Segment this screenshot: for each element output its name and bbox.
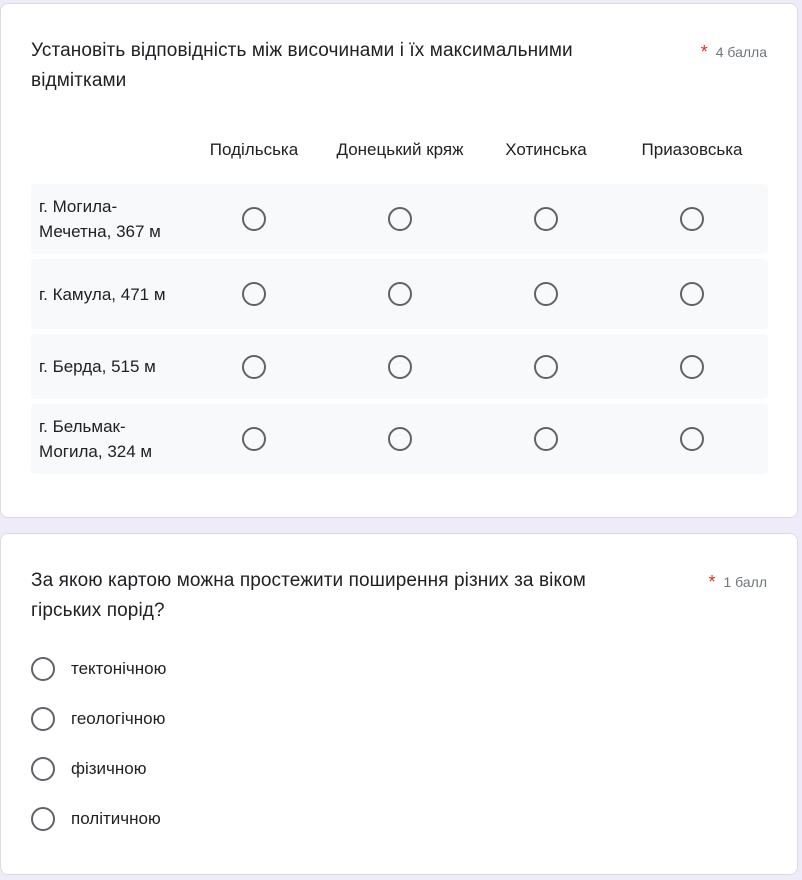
grid-radio-button[interactable] — [534, 282, 558, 306]
grid-radio-button[interactable] — [534, 207, 558, 231]
grid-header-row — [31, 119, 768, 179]
grid-radio-button[interactable] — [388, 427, 412, 451]
grid-radio-button[interactable] — [242, 207, 266, 231]
grid-radio-button[interactable] — [388, 355, 412, 379]
options-list — [31, 644, 166, 844]
required-star: * — [708, 572, 716, 592]
option-radio-button[interactable] — [31, 707, 55, 731]
option-label: тектонічною — [71, 659, 167, 678]
grid-radio-button[interactable] — [680, 427, 704, 451]
grid-row-label: г. Камула, 471 м — [39, 284, 166, 304]
option-radio-button[interactable] — [31, 657, 55, 681]
question-card-multiple-choice — [0, 533, 798, 875]
option-label: політичною — [71, 809, 161, 828]
grid-column-header: Хотинська — [505, 139, 587, 159]
option-label: фізичною — [71, 759, 147, 778]
option-item[interactable] — [31, 794, 166, 844]
grid-radio-button[interactable] — [680, 282, 704, 306]
grid-row-label: г. Берда, 515 м — [39, 357, 156, 376]
choice-grid — [31, 119, 768, 474]
grid-radio-button[interactable] — [534, 427, 558, 451]
question-header — [31, 36, 767, 96]
grid-row-label: г. Бельмак-Могила, 324 м — [39, 417, 153, 461]
grid-row — [31, 259, 768, 329]
points-badge — [701, 36, 767, 67]
option-item[interactable] — [31, 694, 166, 744]
required-star: * — [700, 42, 708, 62]
grid-column-header: Приазовська — [641, 139, 743, 159]
option-item[interactable] — [31, 744, 166, 794]
option-radio-button[interactable] — [31, 807, 55, 831]
option-label: геологічною — [71, 709, 166, 728]
question-title: Установіть відповідність між височинами і їх максимальними відмітками — [31, 40, 573, 91]
grid-radio-button[interactable] — [388, 282, 412, 306]
grid-radio-button[interactable] — [242, 355, 266, 379]
grid-column-header: Подільська — [209, 139, 299, 159]
grid-radio-button[interactable] — [680, 355, 704, 379]
option-radio-button[interactable] — [31, 757, 55, 781]
points-label: 1 балл — [723, 574, 767, 590]
grid-row — [31, 404, 768, 474]
grid-row — [31, 334, 768, 399]
points-label: 4 балла — [715, 44, 767, 60]
question-title: За якою картою можна простежити поширення різних за віком гірських порід? — [31, 570, 586, 621]
grid-column-header: Донецький кряж — [336, 139, 464, 159]
option-item[interactable] — [31, 644, 166, 694]
grid-row-label: г. Могила-Мечетна, 367 м — [39, 197, 161, 241]
question-header — [31, 566, 767, 626]
grid-radio-button[interactable] — [534, 355, 558, 379]
grid-radio-button[interactable] — [388, 207, 412, 231]
points-badge — [708, 566, 767, 597]
grid-radio-button[interactable] — [680, 207, 704, 231]
grid-radio-button[interactable] — [242, 427, 266, 451]
question-card-grid — [0, 3, 798, 518]
grid-row — [31, 184, 768, 254]
grid-radio-button[interactable] — [242, 282, 266, 306]
